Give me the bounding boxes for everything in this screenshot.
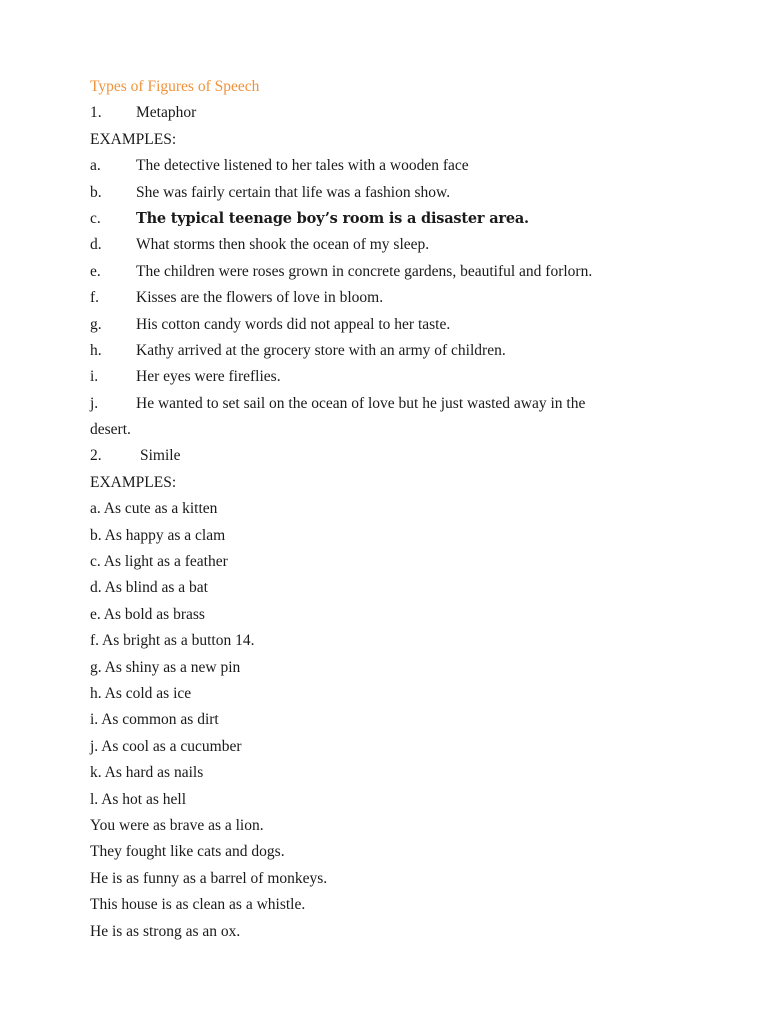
list-item: j. As cool as a cucumber <box>90 737 242 755</box>
list-item: h. As cold as ice <box>90 684 192 702</box>
list-item: This house is as clean as a whistle. <box>90 896 306 914</box>
examples-label: EXAMPLES: <box>90 130 177 148</box>
document-title: Types of Figures of Speech <box>90 78 260 95</box>
item-letter: j. <box>90 394 99 412</box>
list-item <box>90 391 690 417</box>
list-item: d. As blind as a bat <box>90 579 208 597</box>
item-letter: g. <box>90 315 102 333</box>
section-number: 2. <box>90 447 102 465</box>
item-text: The typical teenage boy’s room is a disaster area. <box>136 209 529 227</box>
list-item: k. As hard as nails <box>90 764 204 782</box>
list-item <box>90 285 690 311</box>
item-text: Kisses are the flowers of love in bloom. <box>136 289 384 307</box>
item-letter: b. <box>90 183 102 201</box>
item-text: His cotton candy words did not appeal to her taste. <box>136 315 451 333</box>
list-item: He is as strong as an ox. <box>90 922 241 940</box>
list-item <box>90 180 690 206</box>
list-item: You were as brave as a lion. <box>90 816 264 834</box>
document-page <box>90 74 690 945</box>
list-item: i. As common as dirt <box>90 711 219 729</box>
list-item <box>90 312 690 338</box>
item-text: Kathy arrived at the grocery store with an army of children. <box>136 341 506 359</box>
list-item <box>90 259 690 285</box>
item-letter: c. <box>90 209 101 227</box>
list-item: He is as funny as a barrel of monkeys. <box>90 869 328 887</box>
section-number: 1. <box>90 104 102 122</box>
list-item <box>90 364 690 390</box>
list-item <box>90 206 690 232</box>
list-item: c. As light as a feather <box>90 553 228 571</box>
item-text: She was fairly certain that life was a fashion show. <box>136 183 451 201</box>
list-item <box>90 338 690 364</box>
list-item: l. As hot as hell <box>90 790 187 808</box>
item-text: Her eyes were fireflies. <box>136 368 281 386</box>
item-letter: f. <box>90 289 100 307</box>
list-item: e. As bold as brass <box>90 605 205 623</box>
item-letter: d. <box>90 236 102 254</box>
item-text: The children were roses grown in concrete gardens, beautiful and forlorn. <box>136 262 593 280</box>
list-item <box>90 232 690 258</box>
list-item: g. As shiny as a new pin <box>90 658 241 676</box>
list-item: a. As cute as a kitten <box>90 500 218 518</box>
item-letter: e. <box>90 262 101 280</box>
examples-label: EXAMPLES: <box>90 473 177 491</box>
item-letter: a. <box>90 157 101 175</box>
list-item <box>90 153 690 179</box>
item-text: He wanted to set sail on the ocean of love but he just wasted away in the <box>136 394 586 412</box>
item-text: What storms then shook the ocean of my sleep. <box>136 236 430 254</box>
simile-list <box>90 496 690 945</box>
list-item: f. As bright as a button 14. <box>90 632 255 650</box>
section-name: Simile <box>140 447 181 465</box>
section-heading-metaphor <box>90 100 690 126</box>
item-letter: h. <box>90 341 102 359</box>
section-heading-simile <box>90 443 690 469</box>
item-text: The detective listened to her tales with a wooden face <box>136 157 469 175</box>
list-item: b. As happy as a clam <box>90 526 226 544</box>
item-continuation: desert. <box>90 421 131 439</box>
section-name: Metaphor <box>136 104 197 122</box>
list-item: They fought like cats and dogs. <box>90 843 285 861</box>
item-letter: i. <box>90 368 99 386</box>
